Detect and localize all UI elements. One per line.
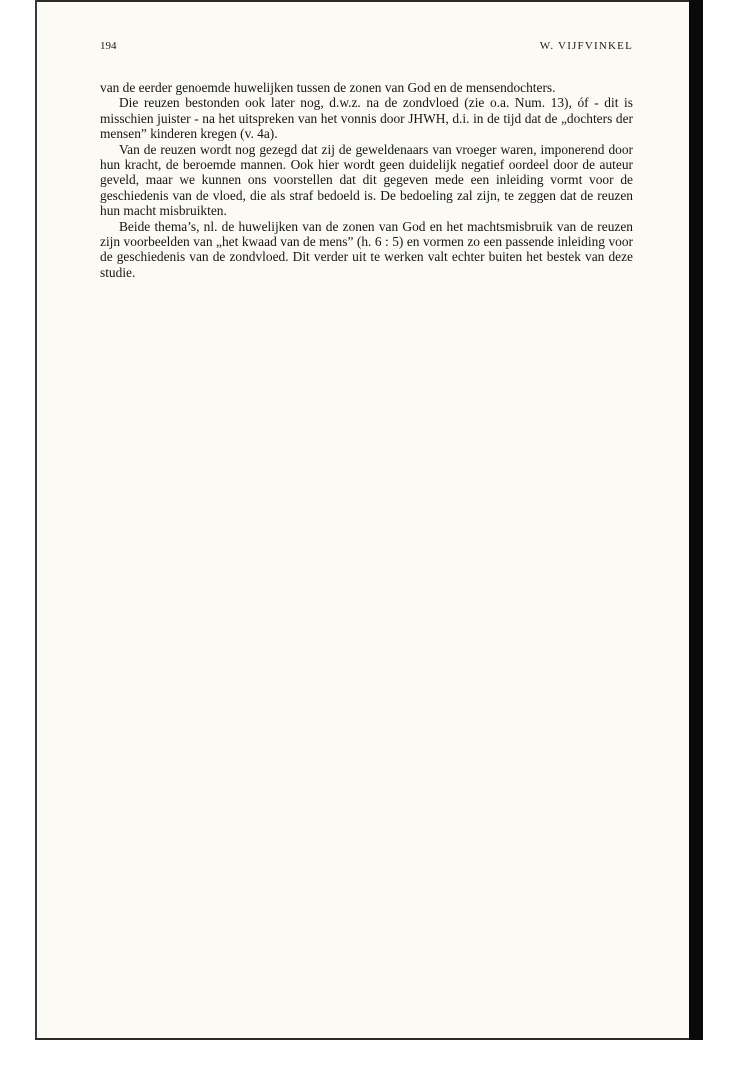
page-number: 194 (100, 40, 117, 52)
paragraph: Beide thema’s, nl. de huwelijken van de zonen van God en het machtsmisbruik van de reuzen zijn voorbeelden van „het kwaad van de mens” (h. 6 : 5) en vormen zo een passende inleiding voor de geschiedenis van de zondvloed. Dit verder uit te werken valt echter buiten het bestek van deze studie. (100, 218, 633, 280)
scan-border-bottom (35, 1038, 703, 1040)
body-text (100, 80, 633, 280)
paragraph: Die reuzen bestonden ook later nog, d.w.z. na de zondvloed (zie o.a. Num. 13), óf - dit is misschien juister - na het uitspreken van het vonnis door JHWH, d.i. in de tijd dat de „dochters der mensen” kinderen kregen (v. 4a). (100, 95, 633, 142)
paragraph: Van de reuzen wordt nog gezegd dat zij de geweldenaars van vroeger waren, imponerend door hun kracht, de beroemde mannen. Ook hier wordt geen duidelijk negatief oordeel door de auteur geveld, maar we kunnen ons voorstellen dat dit gegeven mede een inleiding vormt voor de geschiedenis van de vloed, die als straf bedoeld is. De bedoeling zal zijn, te zeggen dat de reuzen hun macht misbruikten. (100, 141, 633, 219)
running-head (100, 40, 633, 56)
paragraph-continuation: van de eerder genoemde huwelijken tussen de zonen van God en de mensendochters. (100, 80, 556, 95)
running-head-author: W. VIJFVINKEL (539, 40, 633, 52)
scan-border-right (689, 0, 703, 1040)
